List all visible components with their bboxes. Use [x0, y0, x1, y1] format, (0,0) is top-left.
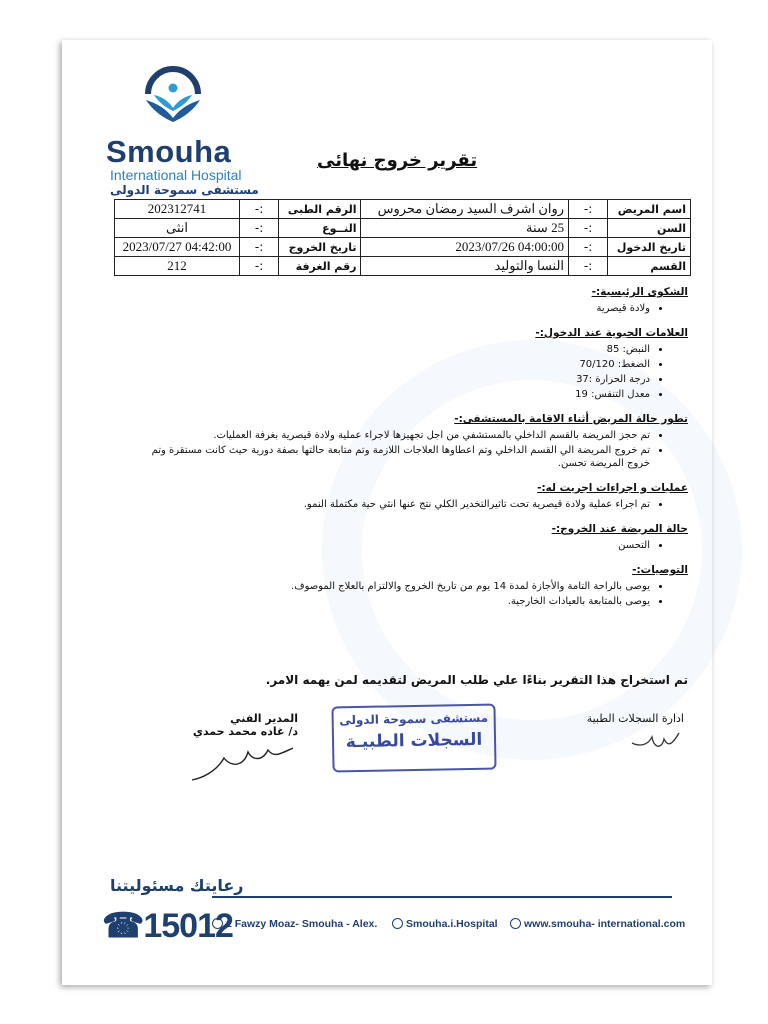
list-item: • تم اجراء عملية ولادة قيصرية تحت تاثيرالتخدير الكلي نتج عنها انثي حية مكتملة النمو. — [128, 498, 650, 511]
patient-info-row — [115, 257, 691, 276]
footer-website[interactable]: www.smouha- international.com — [510, 918, 685, 930]
list-item: • الضغط: 70/120 — [128, 358, 650, 371]
patient-info-table — [114, 199, 691, 276]
footer-facebook[interactable]: Smouha.i.Hospital — [392, 918, 498, 930]
patient-info-left-label: رقم الغرفة — [279, 257, 361, 276]
section-title-complaints: الشكوى الرئيسية:- — [591, 286, 688, 298]
patient-info-left-label: النــوع — [279, 219, 361, 238]
list-item: • درجة الحرارة :37 — [128, 373, 650, 386]
closing-statement: تم استخراج هذا التقرير بناءًا علي طلب المريض لتقديمه لمن يهمه الامر. — [265, 673, 688, 687]
section-title-procedures: عمليات و اجراءات اجريت له:- — [537, 482, 688, 494]
list-item: • تم حجز المريضة بالقسم الداخلي بالمستشفي من اجل تجهيزها لاجراء عملية ولادة قيصرية بغرفة العمليات. — [128, 429, 650, 442]
patient-info-left-label: الرقم الطبى — [279, 200, 361, 219]
patient-info-right-separator: :- — [569, 219, 608, 238]
director-signature-icon — [188, 738, 298, 782]
list-item: • تم خروج المريضة الي القسم الداخلي وتم اعطاوها العلاجات اللازمة وتم متابعة حالتها بصفة دورية حيث كانت مستقرة وتم خروج المريضة تحسن. — [128, 444, 650, 470]
patient-info-right-separator: :- — [569, 238, 608, 257]
patient-info-row — [115, 219, 691, 238]
hospital-logo-icon — [142, 64, 204, 134]
records-stamp — [331, 704, 496, 773]
patient-info-left-value: 202312741 — [115, 200, 240, 219]
patient-info-right-value: روان اشرف السيد رمضان محروس — [361, 200, 569, 219]
director-signature-block — [188, 712, 298, 785]
patient-info-left-value: انثى — [115, 219, 240, 238]
footer-slogan: رعايتك مسئوليتنا — [110, 876, 244, 895]
patient-info-right-value: 04:00:00 2023/07/26 — [361, 238, 569, 257]
stamp-line-1: مستشفى سموحة الدولى — [339, 710, 489, 728]
vitals-list — [128, 343, 688, 401]
footer-address: 1 Fawzy Moaz- Smouha - Alex. — [212, 918, 377, 930]
section-title-recommendations: التوصيات:- — [632, 564, 688, 576]
hotline-number: ☎15012 — [102, 907, 233, 945]
patient-info-left-separator: :- — [240, 200, 279, 219]
list-item: • التحسن — [128, 539, 650, 552]
course-list — [128, 429, 688, 470]
section-title-vitals: العلامات الحيوية عند الدخول:- — [535, 327, 688, 339]
patient-info-right-label: السن — [608, 219, 691, 238]
list-item: • معدل التنفس: 19 — [128, 388, 650, 401]
patient-info-left-label: تاريخ الخروج — [279, 238, 361, 257]
patient-info-left-separator: :- — [240, 257, 279, 276]
patient-info-left-separator: :- — [240, 238, 279, 257]
list-item: • ولادة قيصرية — [128, 302, 650, 315]
list-item: • يوصى بالمتابعة بالعيادات الخارجية. — [128, 595, 650, 608]
patient-info-left-separator: :- — [240, 219, 279, 238]
patient-info-right-value: النسا والتوليد — [361, 257, 569, 276]
patient-info-left-value: 212 — [115, 257, 240, 276]
director-name: د/ غاده محمد حمدي — [192, 725, 298, 738]
patient-info-right-value: 25 سنة — [361, 219, 569, 238]
stamp-line-2: السجلات الطبيـة — [345, 729, 483, 753]
document-title: تقرير خروج نهائى — [317, 150, 478, 171]
patient-info-right-label: القسم — [608, 257, 691, 276]
phone-icon: ☎ — [102, 907, 144, 945]
patient-info-right-separator: :- — [569, 200, 608, 219]
discharge-state-list — [128, 539, 688, 552]
section-title-course: تطور حالة المريض أثناء الاقامة بالمستشفى:- — [454, 413, 688, 425]
report-sections — [128, 286, 688, 610]
procedures-list — [128, 498, 688, 511]
logo-subtitle: International Hospital — [110, 167, 242, 183]
patient-info-row — [115, 238, 691, 257]
recommendations-list — [128, 580, 688, 608]
patient-info-right-label: اسم المريض — [608, 200, 691, 219]
logo-name: Smouha — [106, 134, 232, 169]
location-icon — [212, 918, 223, 929]
report-paper — [62, 40, 712, 985]
globe-icon — [510, 918, 521, 929]
patient-info-right-label: تاريخ الدخول — [608, 238, 691, 257]
records-dept-label: ادارة السجلات الطبية — [586, 712, 684, 725]
section-title-discharge-state: حالة المريضة عند الخروج:- — [551, 523, 688, 535]
records-signature-block — [587, 712, 684, 758]
patient-info-row — [115, 200, 691, 219]
patient-info-left-value: 04:42:00 2023/07/27 — [115, 238, 240, 257]
complaints-list — [128, 302, 688, 315]
patient-info-right-separator: :- — [569, 257, 608, 276]
facebook-icon — [392, 918, 403, 929]
list-item: • النبض: 85 — [128, 343, 650, 356]
footer-rule — [212, 896, 672, 898]
list-item: • يوصى بالراحة التامة والأجازة لمدة 14 يوم من تاريخ الخروج والالتزام بالعلاج الموصوف. — [128, 580, 650, 593]
logo-arabic-name: مستشفى سموحة الدولى — [110, 183, 259, 197]
records-signature-icon — [624, 725, 684, 755]
director-title: المدير الفني — [230, 712, 298, 725]
